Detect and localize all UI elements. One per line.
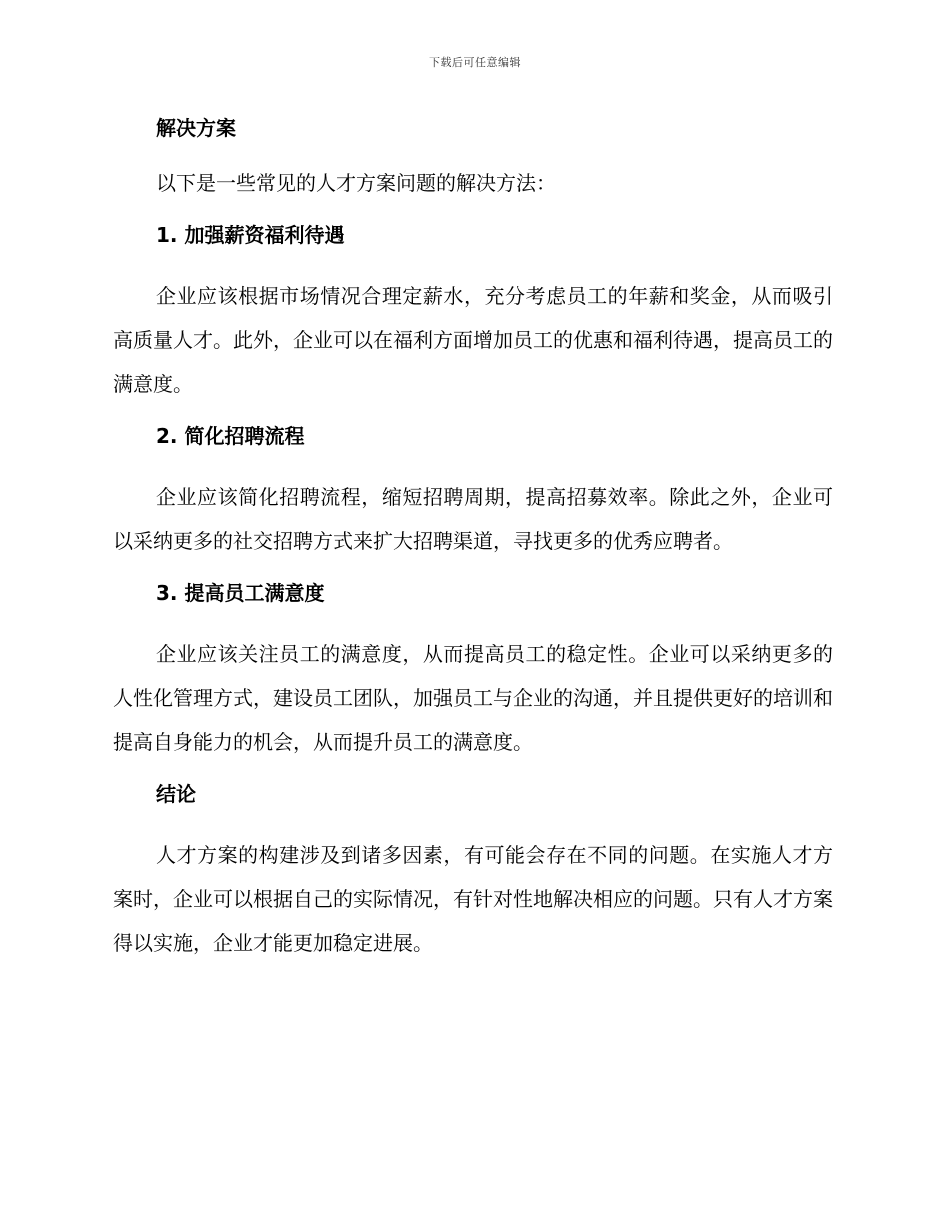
page-header-note: 下载后可任意编辑: [429, 56, 521, 69]
intro-paragraph: 以下是一些常见的人才方案问题的解决方法：: [156, 171, 556, 195]
conclusion-title: 结论: [156, 782, 196, 806]
item3-title: 3. 提高员工满意度: [156, 581, 325, 605]
item2-body: 企业应该简化招聘流程，缩短招聘周期，提高招募效率。除此之外，企业可以采纳更多的社交招聘方式来扩大招聘渠道，寻找更多的优秀应聘者。: [113, 485, 833, 553]
section-title-solution: 解决方案: [156, 116, 236, 140]
item3-body: 企业应该关注员工的满意度，从而提高员工的稳定性。企业可以采纳更多的人性化管理方式，建设员工团队，加强员工与企业的沟通，并且提供更好的培训和提高自身能力的机会，从而提升员工的满意度。: [113, 642, 833, 754]
item1-body: 企业应该根据市场情况合理定薪水，充分考虑员工的年薪和奖金，从而吸引高质量人才。此外，企业可以在福利方面增加员工的优惠和福利待遇，提高员工的满意度。: [113, 284, 833, 396]
item1-title: 1. 加强薪资福利待遇: [156, 223, 345, 247]
document-body: [113, 112, 833, 979]
conclusion-body: 人才方案的构建涉及到诸多因素，有可能会存在不同的问题。在实施人才方案时，企业可以根据自己的实际情况，有针对性地解决相应的问题。只有人才方案得以实施，企业才能更加稳定进展。: [113, 843, 833, 955]
item2-title: 2. 简化招聘流程: [156, 424, 305, 448]
